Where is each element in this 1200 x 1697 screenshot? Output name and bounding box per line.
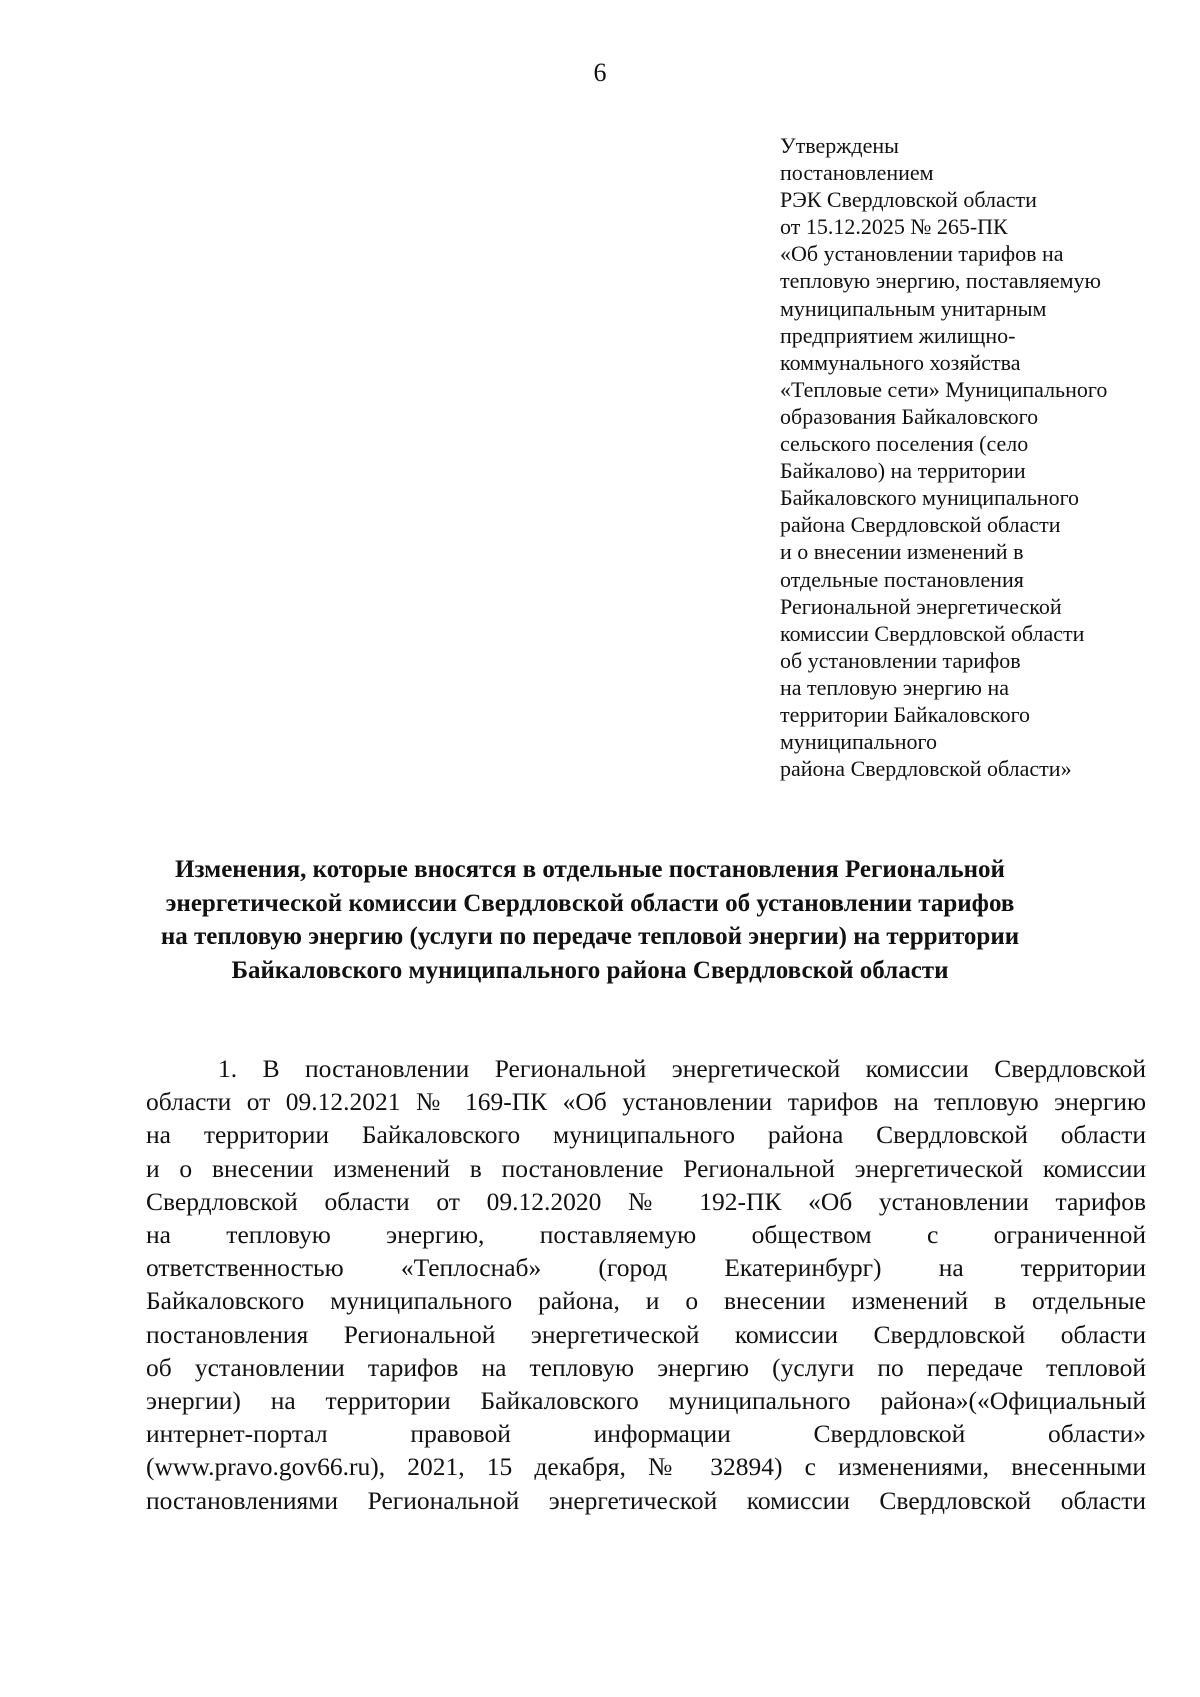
approval-line: тепловую энергию, поставляемую: [780, 268, 1101, 294]
paragraph-line: энергии) на территории Байкаловского муниципального района»(«Официальный: [146, 1386, 1146, 1416]
approval-line: «Об установлении тарифов на: [780, 241, 1064, 267]
paragraph-1: [146, 1052, 1146, 1517]
approval-line: комиссии Свердловской области: [780, 620, 1085, 646]
paragraph-line: постановлениями Региональной энергетической комиссии Свердловской области: [146, 1485, 1146, 1515]
heading-line: Байкаловского муниципального района Свердловской области: [231, 956, 949, 984]
approval-line: от 15.12.2025 № 265-ПК: [780, 214, 1008, 240]
approval-line: об установлении тарифов: [780, 647, 1021, 673]
approval-line: района Свердловской области: [780, 512, 1061, 538]
approval-line: Утверждены: [780, 133, 899, 158]
approval-line: предприятием жилищно-: [780, 322, 1016, 348]
approval-line: муниципального: [780, 729, 938, 755]
approval-line: отдельные постановления: [780, 566, 1024, 592]
approval-line: коммунального хозяйства: [780, 349, 1021, 375]
paragraph-line: области от 09.12.2021 № 169-ПК «Об установлении тарифов на тепловую энергию: [146, 1087, 1146, 1117]
approval-line: на тепловую энергию на: [780, 674, 1009, 700]
paragraph-line: интернет-портал правовой информации Свердловской области»: [146, 1419, 1146, 1449]
approval-line: территории Байкаловского: [780, 701, 1031, 727]
approval-line: Байкаловского муниципального: [780, 485, 1080, 511]
paragraph-line: на территории Байкаловского муниципального района Свердловской области: [146, 1120, 1146, 1150]
approval-line: муниципальным унитарным: [780, 295, 1047, 321]
heading-line: энергетической комиссии Свердловской области об установлении тарифов: [165, 889, 1015, 917]
approval-line: Байкалово) на территории: [780, 458, 1026, 484]
paragraph-line: (www.pravo.gov66.ru), 2021, 15 декабря, № 32894) с изменениями, внесенными: [146, 1452, 1146, 1482]
document-heading: [140, 853, 1040, 987]
approval-block: [780, 132, 1180, 782]
approval-line: РЭК Свердловской области: [780, 187, 1037, 213]
heading-line: Изменения, которые вносятся в отдельные постановления Региональной: [175, 856, 1005, 883]
approval-line: и о внесении изменений в: [780, 539, 1024, 565]
page-number: 6: [593, 58, 607, 87]
approval-line: района Свердловской области»: [780, 756, 1072, 782]
paragraph-line: и о внесении изменений в постановление Региональной энергетической комиссии: [146, 1153, 1146, 1183]
approval-line: «Тепловые сети» Муниципального: [780, 376, 1108, 402]
paragraph-line: на тепловую энергию, поставляемую обществом с ограниченной: [146, 1220, 1146, 1250]
paragraph-line: об установлении тарифов на тепловую энергию (услуги по передаче тепловой: [146, 1352, 1146, 1382]
paragraph-line: Свердловской области от 09.12.2020 № 192-ПК «Об установлении тарифов: [146, 1186, 1146, 1216]
heading-line: на тепловую энергию (услуги по передаче тепловой энергии) на территории: [160, 923, 1020, 950]
paragraph-line: постановления Региональной энергетической комиссии Свердловской области: [146, 1319, 1146, 1349]
approval-line: Региональной энергетической: [780, 593, 1062, 619]
approval-line: сельского поселения (село: [780, 431, 1029, 457]
paragraph-line: ответственностью «Теплоснаб» (город Екатеринбург) на территории: [146, 1253, 1146, 1283]
paragraph-line: Байкаловского муниципального района, и о внесении изменений в отдельные: [146, 1286, 1146, 1316]
paragraph-line: 1. В постановлении Региональной энергетической комиссии Свердловской: [218, 1054, 1146, 1083]
approval-line: образования Байкаловского: [780, 403, 1039, 429]
approval-line: постановлением: [780, 160, 934, 186]
